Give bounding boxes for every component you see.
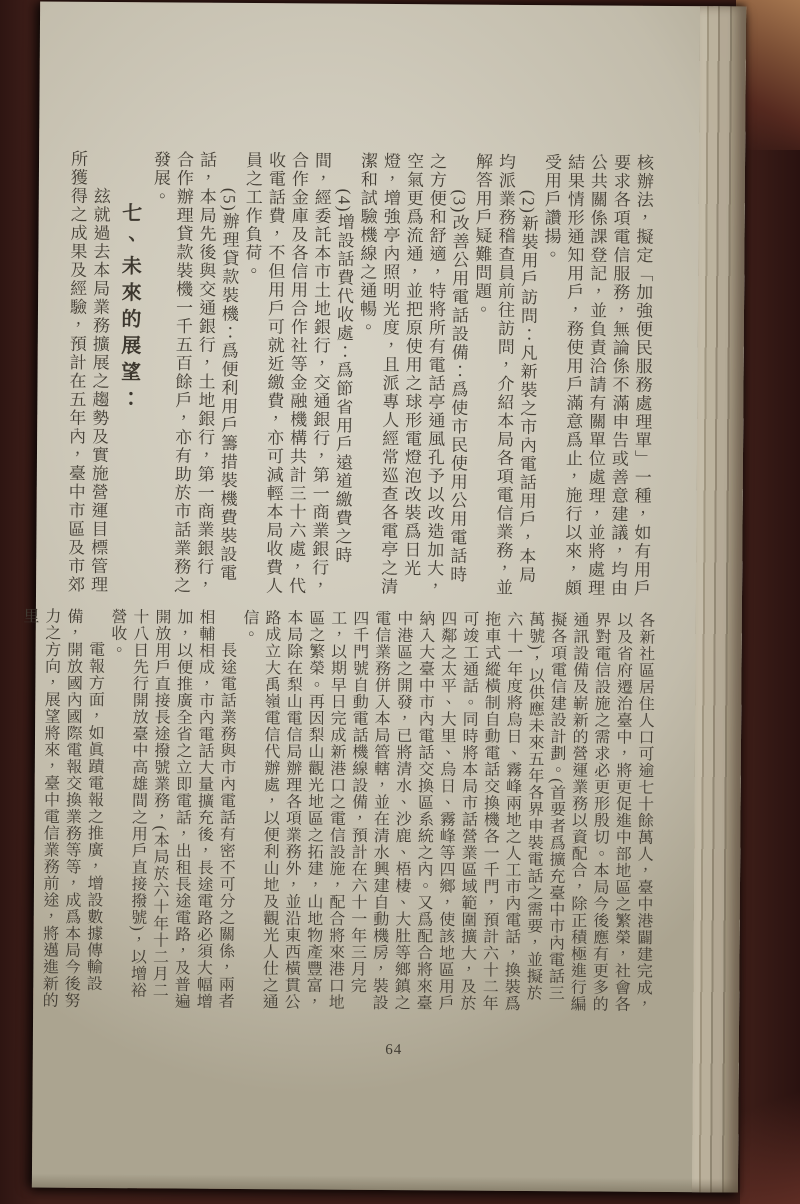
- top-text-block: [63, 150, 655, 602]
- paragraph-continuation: 核辦法，擬定「加強便民服務處理單」一種，如有用戶要求各項電信服務，無論係不滿申告或善意建議，均由公共關係課登記，並負責洽請有關單位處理，並將處理結果情形通知用戶，務使用戶滿意爲止，施行以來，頗受用戶讚揚。: [541, 153, 654, 598]
- book-page: [20, 2, 746, 1193]
- section-heading: 七、未來的展望：: [117, 202, 141, 415]
- bottom-text-block: [15, 607, 656, 1014]
- page-number: 64: [385, 1041, 403, 1059]
- paragraph-item-3: (3)改善公用電話設備：爲使市民使用公用電話時之方便和舒適，特將所有電話亭通風孔予以改造加大，空氣更爲流通，並把原使用之球形電燈泡改裝爲日光燈，增強亭內照明光度，且派專人經常巡查各電亭之清潔和試驗機線之通暢。: [356, 151, 469, 597]
- paragraph-item-2: (2)新裝用戶訪問：凡新裝之市內電話用戶，本局均派業務稽查員前往訪問，介紹本局各項電信業務，並解答用戶疑難問題。: [471, 152, 538, 597]
- paragraph-long-distance: 長途電話業務與市內電話有密不可分之關係，兩者相輔相成，市內電話大量擴充後，長途電路必須大幅增加，以便推廣全省之立即電話，出租長途電路，及普遍開放用戶直接長途撥號業務，(本局於六十年十二月二十八日先行開放臺中高雄間之用戶直接撥號)，以增裕營收。: [108, 608, 236, 1010]
- paragraph-continuation-2: 各新社區居住人口可逾七十餘萬人，臺中港闢建完成，以及省府遷治臺中，將更促進中部地區之繁榮，社會各界對電信設施之需求必更形殷切。本局今後應有更多的通訊設備及嶄新的營運業務以資配合，除正積極進行編擬各項電信建設計劃。(首要者爲擴充臺中市內電話三萬號)，以供應未來五年各界申裝電話之需要，並擬於六十一年度將烏日、霧峰兩地之人工市內電話，換裝爲拖車式縱橫制自動電話交換機各一千門，預計六十二年可竣工通話。同時將本局市話營業區域範圍擴大，及於四鄰之太平、大里、烏日、霧峰等四鄉，使該地區用戶納入大臺中市內電話交換區系統之內。又爲配合將來臺中港區之開發，已將清水、沙鹿、梧棲、大肚等鄉鎮之電信業務併入本局管轄，並在清水興建自動機房，裝設四千門號自動電話機線設備，預計在六十一年三月完工，以期早日完成新港口之電信設施，配合將來港口地區之繁榮。再因梨山觀光地區之拓建，山地物產豐富，本局除在梨山電信局辦理各項業務外，並沿東西橫貫公路成立大禹嶺電信代辦處，以便利山地及觀光人仕之通信。: [240, 608, 654, 1013]
- paragraph-item-5: (5)辦理貸款裝機：爲便利用戶籌措裝機費裝設電話，本局先後與交通銀行，土地銀行，第一商業銀行，合作辦理貸款裝機一千五百餘戶，亦有助於市話業務之發展。: [150, 150, 239, 595]
- page-edge-stack: [692, 6, 746, 1192]
- paragraph-telegraph: 電報方面，如眞蹟電報之推廣，增設數據傳輸設備，開放國內國際電報交換業務等等，成爲本局今後努力之方向，展望將來，臺中電信業務前途，將邁進新的里: [20, 607, 104, 1009]
- paragraph-section-opening: 玆就過去本局業務擴展之趨勢及實施營運目標管理所獲得之成果及經驗，預計在五年內，臺中市區及市郊: [65, 149, 110, 595]
- cover-bottom-highlight: [740, 1084, 800, 1204]
- paragraph-item-4: (4)增設話費代收處：爲節省用戶遠道繳費之時間，經委託本市土地銀行，交通銀行，第一商業銀行，合作金庫及各信用合作社等金融機構共計三十六處，代收電話費，不但用戶可就近繳費，亦可減輕本局收費人員之工作負荷。: [242, 150, 354, 596]
